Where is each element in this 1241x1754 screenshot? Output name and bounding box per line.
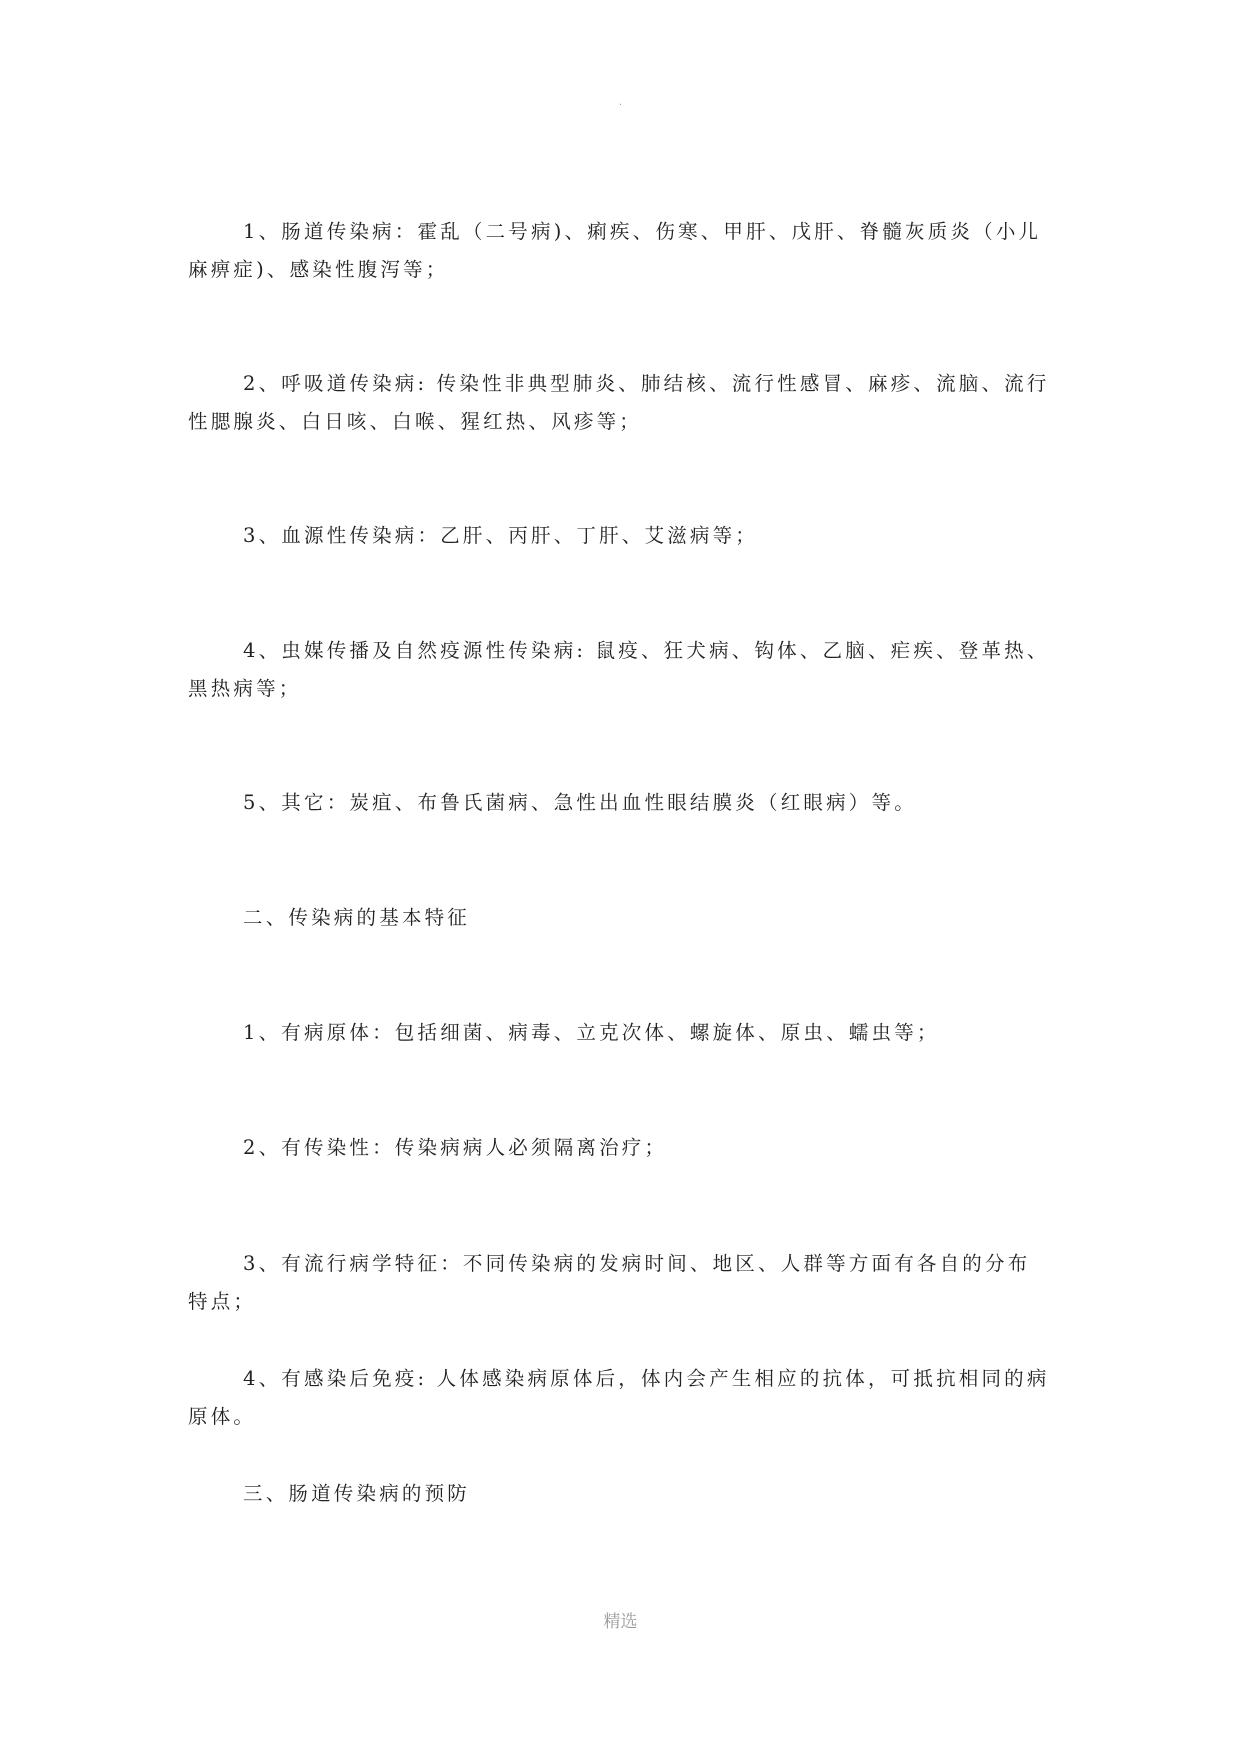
paragraph-vector-diseases: 4、虫媒传播及自然疫源性传染病: 鼠疫、狂犬病、钩体、乙脑、疟疾、登革热、黑热病等； — [188, 639, 1050, 700]
paragraph-other-diseases: 5、其它：炭疽、布鲁氏菌病、急性出血性眼结膜炎（红眼病）等。 — [243, 791, 917, 814]
section-heading-basic-features: 二、传染病的基本特征 — [243, 906, 471, 929]
paragraph-respiratory-diseases: 2、呼吸道传染病: 传染性非典型肺炎、肺结核、流行性感冒、麻疹、流脑、流行性腮腺炎、白日咳、白喉、猩红热、风疹等； — [188, 372, 1050, 433]
paragraph-pathogen: 1、有病原体：包括细菌、病毒、立克次体、螺旋体、原虫、蠕虫等； — [243, 1021, 940, 1044]
page-footer: 精选 — [603, 1612, 638, 1632]
paragraph-intestinal-diseases: 1、肠道传染病：霍乱（二号病)、痢疾、伤寒、甲肝、戊肝、脊髓灰质炎（小儿麻痹症)、感染性腹泻等； — [188, 220, 1042, 281]
paragraph-infectiousness: 2、有传染性：传染病病人必须隔离治疗； — [243, 1136, 668, 1159]
section-heading-intestinal-prevention: 三、肠道传染病的预防 — [243, 1482, 471, 1505]
paragraph-bloodborne-diseases: 3、血源性传染病：乙肝、丙肝、丁肝、艾滋病等； — [243, 524, 759, 547]
header-mark: . — [618, 97, 623, 108]
paragraph-immunity: 4、有感染后免疫: 人体感染病原体后，体内会产生相应的抗体，可抵抗相同的病原体。 — [188, 1367, 1050, 1428]
paragraph-epidemiology: 3、有流行病学特征：不同传染病的发病时间、地区、人群等方面有各自的分布特点； — [188, 1252, 1031, 1313]
